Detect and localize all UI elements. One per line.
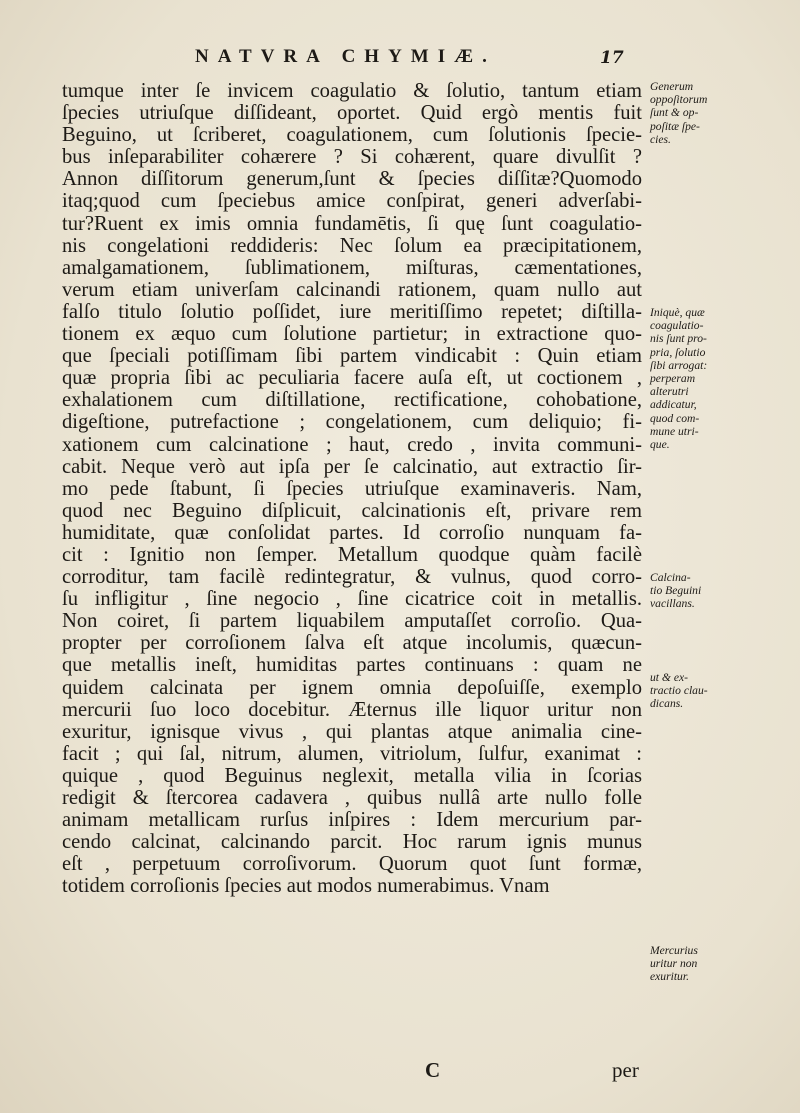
text-line: cendo calcinat, calcinando parcit. Hoc rarum ignis munus <box>62 831 642 854</box>
page-header <box>0 46 800 78</box>
margin-note-line: Mercurius <box>650 944 698 957</box>
text-line: que metallis ineſt, humiditas partes continuans : quam ne <box>62 654 642 677</box>
text-line: propter per corroſionem ſalva eſt atque incolumis, quæcun- <box>62 632 642 655</box>
text-line: Non coiret, ſi partem liquabilem amputaſſet corroſio. Qua- <box>62 610 642 633</box>
text-line: facit ; qui ſal, nitrum, alumen, vitriolum, ſulfur, exanimat : <box>62 742 642 765</box>
text-line: eſt , perpetuum corroſivorum. Quorum quot ſunt formæ, <box>62 853 642 876</box>
text-line: Beguino, ut ſcriberet, coagulationem, cum ſolutionis ſpecie- <box>62 124 642 147</box>
margin-note-line: ſunt & op- <box>650 106 699 120</box>
margin-note-line: perperam <box>650 372 696 386</box>
margin-note <box>650 671 770 711</box>
text-line: humiditate, quæ conſolidat partes. Id corroſio nunquam fa- <box>62 521 642 544</box>
margin-note-line: nis ſunt pro- <box>650 332 707 346</box>
text-line: bus inſeparabiliter cohærere ? Si cohærent, quare divulſit ? <box>62 146 642 169</box>
text-line: tionem ex æquo cum ſolutione partietur; in extractione quo- <box>62 323 642 346</box>
text-line: exhalationem cum diſtillatione, rectificatione, cohobatione, <box>62 389 642 412</box>
text-line: animam metallicam rurſus inſpires : Idem mercurium par- <box>62 809 642 832</box>
signature-mark: C <box>425 1058 441 1082</box>
margin-note-line: Generum <box>650 80 694 93</box>
margin-note-line: quod com- <box>650 411 700 425</box>
text-line: xationem cum calcinatione ; haut, credo , invita communi- <box>62 433 642 456</box>
margin-note-line: ut & ex- <box>650 671 688 684</box>
margin-note <box>650 571 770 611</box>
text-line: tur?Ruent ex imis omnia fundamētis, ſi quę ſunt coagulatio- <box>62 212 642 235</box>
page-footer <box>0 1058 800 1084</box>
margin-note-line: tio Beguini <box>650 584 702 598</box>
text-line: redigit & ſtercorea cadavera , quibus nullâ arte nullo folle <box>62 787 642 809</box>
text-line: mo pede ſtabunt, ſi ſpecies utriuſque examinaveris. Nam, <box>62 477 642 500</box>
text-line: exuritur, ignisque vivus , qui plantas atque animalia cine- <box>62 720 642 743</box>
text-line: verum etiam univerſam calcinandi rationem, quam nullo aut <box>62 278 642 301</box>
text-line: corroditur, tam facilè redintegratur, & vulnus, quod corro- <box>62 566 642 589</box>
text-line: tumque inter ſe invicem coagulatio & ſolutio, tantum etiam <box>62 80 642 102</box>
text-line: que ſpeciali potiſſimam ſibi partem vindicabit : Quin etiam <box>62 345 642 368</box>
margin-note-line: tractio clau- <box>650 684 708 698</box>
text-line: quidem calcinata per ignem omnia depoſuiſſe, exemplo <box>62 676 642 699</box>
text-line: Annon diſſitorum generum,ſunt & ſpecies diſſitæ?Quomodo <box>62 168 642 191</box>
text-line: cabit. Neque verò aut ipſa per ſe calcinatio, aut extractio ſir- <box>62 455 642 478</box>
text-line: cit : Ignitio non ſemper. Metallum quodque quàm facilè <box>62 543 642 566</box>
text-line: falſo titulo ſolutio poſſidet, iure meritiſſimo repetet; diſtilla- <box>62 300 642 323</box>
margin-note-line: alterutri <box>650 385 689 399</box>
main-text-block <box>62 80 642 897</box>
margin-note-line: oppoſitorum <box>650 93 708 107</box>
text-line: amalgamationem, ſublimationem, miſturas, cæmentationes, <box>62 256 642 279</box>
margin-note-line: uritur non <box>650 957 698 971</box>
text-line: quæ propria ſibi ac peculiaria facere auſa eſt, ut coctionem , <box>62 367 642 390</box>
margin-note-line: mune utri- <box>650 424 699 438</box>
margin-note-line: Iniquè, quæ <box>650 306 705 319</box>
text-line: totidem corroſionis ſpecies aut modos numerabimus. Vnam <box>62 875 550 898</box>
margin-note <box>650 306 770 451</box>
margin-note-line: cies. <box>650 132 671 146</box>
text-line: digeſtione, putrefactione ; congelationem, cum deliquio; fi- <box>62 411 642 434</box>
running-head: NATVRA CHYMIÆ. <box>195 46 496 67</box>
margin-note-line: dicans. <box>650 697 684 711</box>
text-line: nis congelationi reddideris: Nec ſolum ea præcipitationem, <box>62 234 642 257</box>
margin-note-line: vacillans. <box>650 597 695 611</box>
text-line: quod nec Beguino diſplicuit, calcinationis eſt, privare rem <box>62 499 642 522</box>
margin-note-line: pria, ſolutio <box>650 345 706 359</box>
text-line: itaq;quod cum ſpeciebus amice conſpirat, generi adverſabi- <box>62 190 642 213</box>
margin-note-line: que. <box>650 438 670 452</box>
page-number: 17 <box>600 48 624 68</box>
margin-note-line: coagulatio- <box>650 319 704 333</box>
text-line: ſu infligitur , ſine negocio , ſine cicatrice coit in metallis. <box>62 588 642 611</box>
catchword: per <box>612 1058 639 1082</box>
margin-note <box>650 80 770 146</box>
margin-note-line: poſitæ ſpe- <box>650 119 700 133</box>
text-line: mercurii ſuo loco docebitur. Æternus ille liquor uritur non <box>62 698 642 721</box>
text-line: quique , quod Beguinus neglexit, metalla vilia in ſcorias <box>62 764 642 787</box>
text-line: ſpecies utriuſque diſſideant, oportet. Quid ergò mentis fuit <box>62 102 642 125</box>
margin-note <box>650 944 770 984</box>
margin-note-line: exuritur. <box>650 970 689 984</box>
margin-note-line: Calcina- <box>650 571 691 584</box>
margin-note-line: addicatur, <box>650 398 697 412</box>
margin-note-line: ſibi arrogat: <box>650 358 708 372</box>
